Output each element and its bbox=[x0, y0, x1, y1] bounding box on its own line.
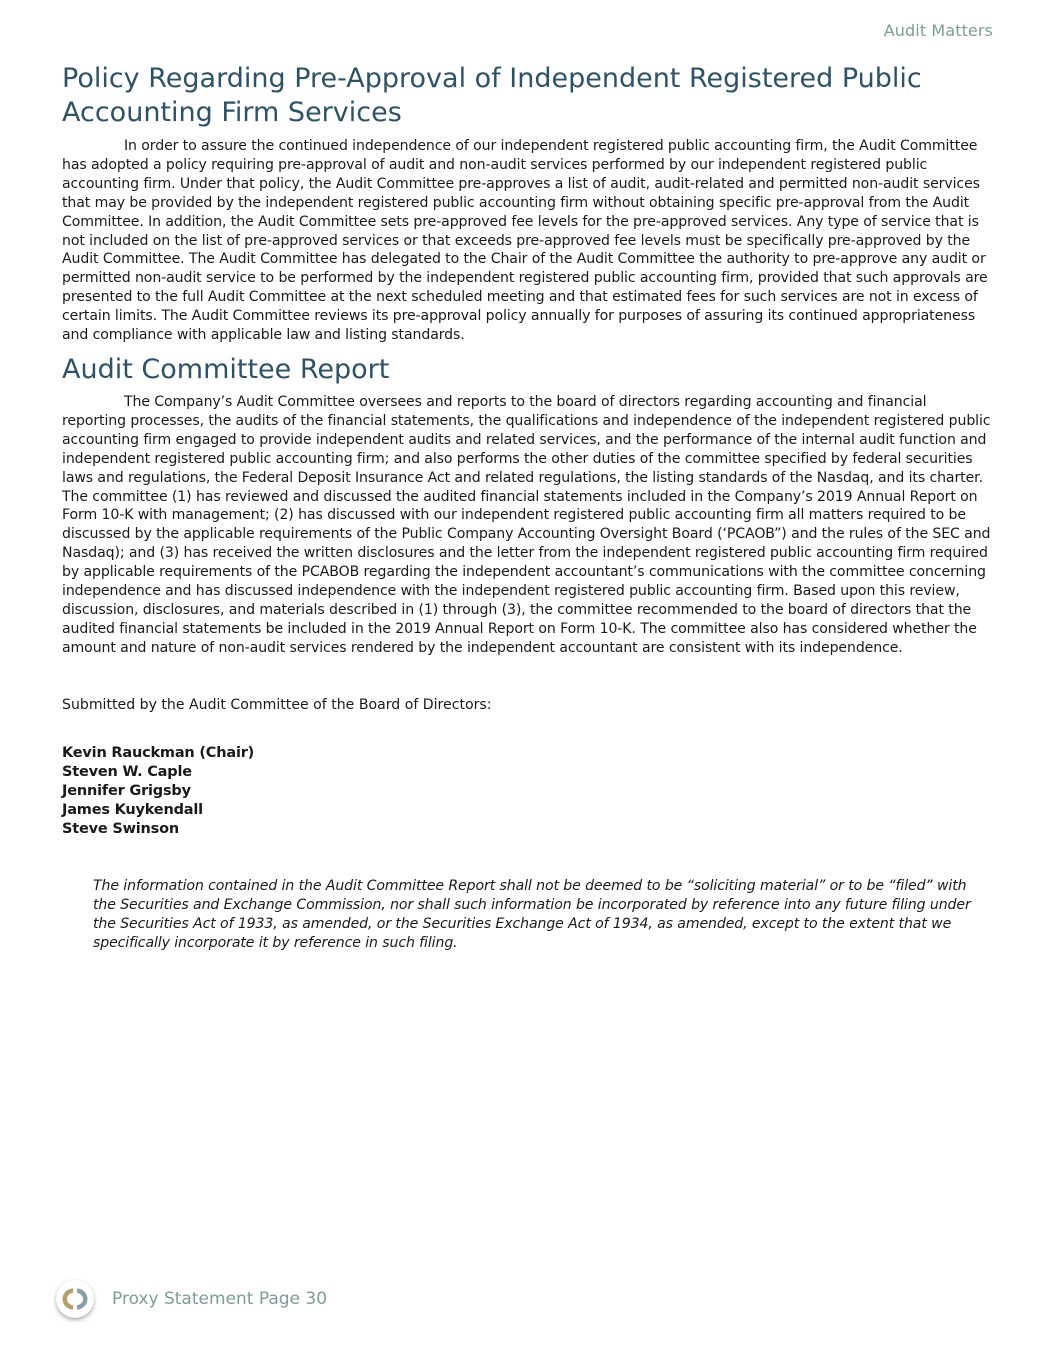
page-number-label: Proxy Statement Page 30 bbox=[112, 1289, 328, 1309]
pre-approval-policy-section bbox=[62, 62, 992, 345]
committee-member: Jennifer Grigsby bbox=[62, 782, 191, 799]
committee-member: James Kuykendall bbox=[62, 801, 203, 818]
committee-member: Steven W. Caple bbox=[62, 763, 192, 780]
main-content bbox=[62, 62, 992, 953]
company-logo-icon bbox=[56, 1280, 94, 1318]
running-header: Audit Matters bbox=[883, 21, 993, 40]
committee-member: Steve Swinson bbox=[62, 820, 179, 837]
policy-title: Policy Regarding Pre-Approval of Independent Registered Public Accounting Firm Services bbox=[62, 63, 922, 128]
report-paragraph: The Company’s Audit Committee oversees and reports to the board of directors regarding accounting and financial reporting processes, the audits of the financial statements, the qualifications and independence of the independent registered public accounting firm engaged to provide independent audits and related services, and the performance of the internal audit function and independent registered public accounting firm; and also performs the other duties of the committee specified by federal securities laws and regulations, the Federal Deposit Insurance Act and related regulations, the listing standards of the Nasdaq, and its charter. The committee (1) has reviewed and discussed the audited financial statements included in the Company’s 2019 Annual Report on Form 10-K with management; (2) has discussed with our independent registered public accounting firm all matters required to be discussed by the applicable requirements of the Public Company Accounting Oversight Board (‘PCAOB”) and the rules of the SEC and Nasdaq); and (3) has received the written disclosures and the letter from the independent registered public accounting firm required by applicable requirements of the PCABOB regarding the independent accountant’s communications with the committee concerning independence and has discussed independence with the independent registered public accounting firm. Based upon this review, discussion, disclosures, and materials described in (1) through (3), the committee recommended to the board of directors that the audited financial statements be included in the 2019 Annual Report on Form 10-K. The committee also has considered whether the amount and nature of non-audit services rendered by the independent accountant are consistent with its independence. bbox=[62, 393, 991, 656]
page-footer bbox=[56, 1280, 327, 1318]
committee-member: Kevin Rauckman (Chair) bbox=[62, 744, 255, 761]
report-title: Audit Committee Report bbox=[62, 353, 390, 385]
disclaimer-note: The information contained in the Audit Committee Report shall not be deemed to be “soliciting material” or to be “filed” with the Securities and Exchange Commission, nor shall such information be incorporated by reference into any future filing under the Securities Act of 1933, as amended, or the Securities Exchange Act of 1934, as amended, except to the extent that we specifically incorporate it by reference in such filing. bbox=[93, 877, 971, 951]
committee-members-list bbox=[62, 744, 992, 839]
audit-committee-report-section bbox=[62, 353, 992, 953]
policy-paragraph: In order to assure the continued independence of our independent registered public accounting firm, the Audit Committee has adopted a policy requiring pre-approval of audit and non-audit services performed by our independent registered public accounting firm. Under that policy, the Audit Committee pre-approves a list of audit, audit-related and permitted non-audit services that may be provided by the independent registered public accounting firm without obtaining specific pre-approval from the Audit Committee. In addition, the Audit Committee sets pre-approved fee levels for the pre-approved services. Any type of service that is not included on the list of pre-approved services or that exceeds pre-approved fee levels must be specifically pre-approved by the Audit Committee. The Audit Committee has delegated to the Chair of the Audit Committee the authority to pre-approve any audit or permitted non-audit service to be performed by the independent registered public accounting firm, provided that such approvals are presented to the full Audit Committee at the next scheduled meeting and that estimated fees for such services are not in excess of certain limits. The Audit Committee reviews its pre-approval policy annually for purposes of assuring its continued appropriateness and compliance with applicable law and listing standards. bbox=[62, 138, 988, 344]
submitted-by-line: Submitted by the Audit Committee of the Board of Directors: bbox=[62, 696, 492, 713]
